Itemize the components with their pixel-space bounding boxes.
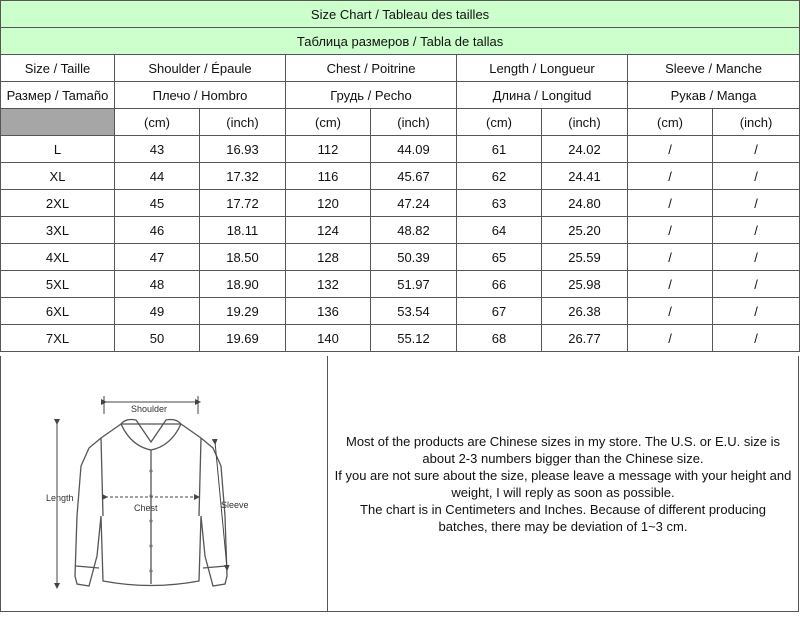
- size-note: [328, 356, 798, 611]
- size-label: 4XL: [1, 244, 115, 271]
- unit-inch: (inch): [542, 109, 628, 136]
- measurement-cell: 46: [115, 217, 200, 244]
- size-label: 2XL: [1, 190, 115, 217]
- sleeve-diagram-label: Sleeve: [221, 500, 249, 510]
- measurement-cell: 45: [115, 190, 200, 217]
- measurement-cell: 64: [457, 217, 542, 244]
- measurement-cell: /: [713, 298, 800, 325]
- measurement-cell: 51.97: [371, 271, 457, 298]
- shirt-measurement-diagram: [1, 356, 327, 611]
- measurement-cell: /: [628, 190, 713, 217]
- measurement-cell: 65: [457, 244, 542, 271]
- measurement-cell: 120: [286, 190, 371, 217]
- measurement-cell: 61: [457, 136, 542, 163]
- shoulder-column-header: Shoulder / Épaule: [115, 55, 286, 82]
- measurement-cell: /: [628, 298, 713, 325]
- table-row: [1, 244, 800, 271]
- measurement-cell: 53.54: [371, 298, 457, 325]
- size-label: XL: [1, 163, 115, 190]
- measurement-cell: 136: [286, 298, 371, 325]
- note-line: If you are not sure about the size, please leave a message with your height and: [334, 467, 792, 483]
- measurement-cell: 47: [115, 244, 200, 271]
- measurement-cell: 25.98: [542, 271, 628, 298]
- measurement-cell: 17.72: [200, 190, 286, 217]
- measurement-cell: 67: [457, 298, 542, 325]
- measurement-cell: 18.90: [200, 271, 286, 298]
- measurement-cell: 66: [457, 271, 542, 298]
- size-note-text: [335, 433, 792, 535]
- measurement-cell: 63: [457, 190, 542, 217]
- measurement-cell: /: [628, 271, 713, 298]
- measurement-cell: 19.29: [200, 298, 286, 325]
- measurement-cell: 26.77: [542, 325, 628, 352]
- unit-cm: (cm): [115, 109, 200, 136]
- size-label: L: [1, 136, 115, 163]
- measurement-cell: 19.69: [200, 325, 286, 352]
- measurement-cell: 18.50: [200, 244, 286, 271]
- table-row: [1, 136, 800, 163]
- measurement-cell: 45.67: [371, 163, 457, 190]
- measurement-cell: /: [628, 244, 713, 271]
- measurement-cell: /: [713, 217, 800, 244]
- note-line: about 2-3 numbers bigger than the Chinese size.: [422, 450, 704, 466]
- measurement-cell: 62: [457, 163, 542, 190]
- table-row: [1, 190, 800, 217]
- table-row: [1, 217, 800, 244]
- sleeve-column-header-alt: Рукав / Manga: [628, 82, 800, 109]
- measurement-cell: /: [628, 325, 713, 352]
- chest-diagram-label: Chest: [134, 503, 158, 513]
- measurement-cell: 124: [286, 217, 371, 244]
- measurement-cell: /: [713, 271, 800, 298]
- chart-subtitle: Таблица размеров / Tabla de tallas: [1, 28, 800, 55]
- sleeve-column-header: Sleeve / Manche: [628, 55, 800, 82]
- measurement-cell: 44.09: [371, 136, 457, 163]
- measurement-cell: 18.11: [200, 217, 286, 244]
- chart-title: Size Chart / Tableau des tailles: [1, 1, 800, 28]
- unit-inch: (inch): [371, 109, 457, 136]
- unit-inch: (inch): [200, 109, 286, 136]
- measurement-cell: 17.32: [200, 163, 286, 190]
- shoulder-column-header-alt: Плечо / Hombro: [115, 82, 286, 109]
- measurement-cell: 132: [286, 271, 371, 298]
- measurement-cell: 49: [115, 298, 200, 325]
- measurement-cell: 44: [115, 163, 200, 190]
- measurement-cell: 55.12: [371, 325, 457, 352]
- info-section: [0, 356, 799, 612]
- size-rows: [1, 136, 800, 352]
- measurement-cell: 112: [286, 136, 371, 163]
- measurement-cell: /: [713, 163, 800, 190]
- note-line: weight, I will reply as soon as possible.: [451, 484, 675, 500]
- measurement-cell: /: [713, 190, 800, 217]
- measurement-cell: /: [713, 325, 800, 352]
- shirt-diagram-icon: [1, 356, 327, 612]
- unit-cm: (cm): [286, 109, 371, 136]
- measurement-cell: 48: [115, 271, 200, 298]
- length-column-header: Length / Longueur: [457, 55, 628, 82]
- length-diagram-label: Length: [46, 493, 74, 503]
- chest-column-header-alt: Грудь / Pecho: [286, 82, 457, 109]
- size-column-header: Size / Taille: [1, 55, 115, 82]
- measurement-cell: 43: [115, 136, 200, 163]
- measurement-cell: 50.39: [371, 244, 457, 271]
- note-line: The chart is in Centimeters and Inches. Because of different producing: [360, 501, 766, 517]
- measurement-cell: 48.82: [371, 217, 457, 244]
- measurement-cell: 16.93: [200, 136, 286, 163]
- measurement-cell: 26.38: [542, 298, 628, 325]
- note-line: Most of the products are Chinese sizes in my store. The U.S. or E.U. size is: [346, 433, 780, 449]
- measurement-cell: 25.59: [542, 244, 628, 271]
- chest-column-header: Chest / Poitrine: [286, 55, 457, 82]
- measurement-cell: 24.02: [542, 136, 628, 163]
- measurement-cell: 140: [286, 325, 371, 352]
- measurement-cell: 50: [115, 325, 200, 352]
- measurement-cell: 24.80: [542, 190, 628, 217]
- measurement-cell: /: [628, 217, 713, 244]
- measurement-cell: /: [713, 244, 800, 271]
- blank-gray-cell: [1, 109, 115, 136]
- table-row: [1, 271, 800, 298]
- measurement-cell: /: [713, 136, 800, 163]
- measurement-cell: 116: [286, 163, 371, 190]
- size-label: 5XL: [1, 271, 115, 298]
- measurement-cell: 68: [457, 325, 542, 352]
- shoulder-diagram-label: Shoulder: [131, 404, 168, 414]
- unit-inch: (inch): [713, 109, 800, 136]
- measurement-cell: /: [628, 163, 713, 190]
- measurement-cell: 128: [286, 244, 371, 271]
- size-label: 3XL: [1, 217, 115, 244]
- size-label: 6XL: [1, 298, 115, 325]
- size-column-header-alt: Размер / Tamaño: [1, 82, 115, 109]
- measurement-cell: 24.41: [542, 163, 628, 190]
- table-row: [1, 298, 800, 325]
- unit-cm: (cm): [457, 109, 542, 136]
- measurement-cell: 25.20: [542, 217, 628, 244]
- length-column-header-alt: Длина / Longitud: [457, 82, 628, 109]
- measurement-cell: /: [628, 136, 713, 163]
- measurement-cell: 47.24: [371, 190, 457, 217]
- unit-cm: (cm): [628, 109, 713, 136]
- note-line: batches, there may be deviation of 1~3 cm.: [438, 518, 688, 534]
- size-label: 7XL: [1, 325, 115, 352]
- table-row: [1, 325, 800, 352]
- table-row: [1, 163, 800, 190]
